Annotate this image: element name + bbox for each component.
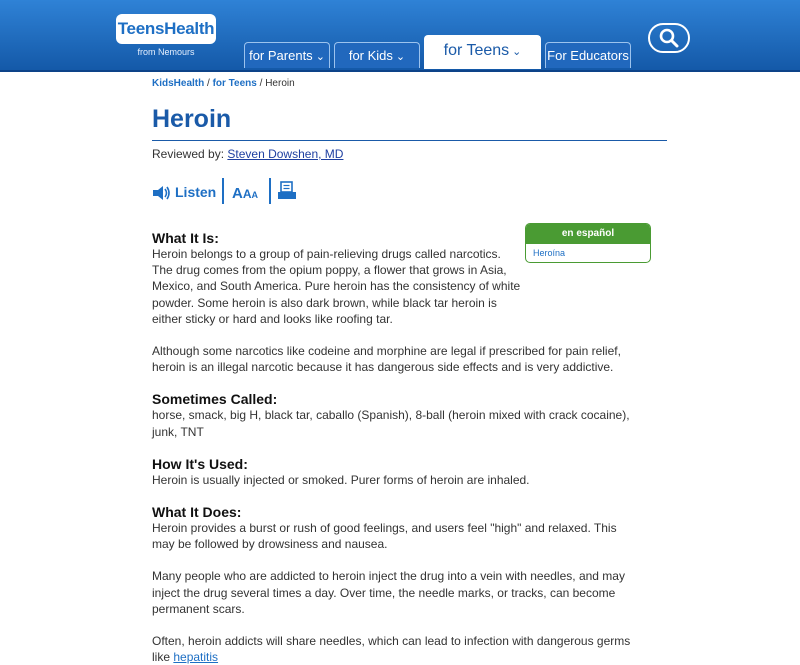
speaker-icon — [152, 185, 172, 201]
breadcrumb-kidshealth[interactable]: KidsHealth — [152, 78, 205, 89]
breadcrumb-separator: / — [259, 78, 263, 89]
paragraph-effects: Heroin provides a burst or rush of good feelings, and users feel "high" and relaxed. This may be followed by drowsiness and nausea. — [152, 521, 617, 552]
tab-label: for Kids — [348, 48, 393, 63]
section-heading-sometimes-called: Sometimes Called: — [152, 391, 278, 408]
tab-for-educators[interactable] — [545, 42, 631, 68]
tool-divider — [269, 178, 271, 204]
paragraph-how-used: Heroin is usually injected or smoked. Purer forms of heroin are inhaled. — [152, 472, 530, 487]
print-icon — [276, 180, 298, 202]
espanol-link[interactable]: Heroína — [533, 248, 566, 258]
paragraph-injection: Many people who are addicted to heroin inject the drug into a vein with needles, and may inject the drug several times a day. Over time, the needle marks, or tracks, can become permanent scars. — [152, 569, 625, 616]
section-heading-what-it-does: What It Does: — [152, 504, 242, 521]
paragraph-what-it-is-intro: Heroin belongs to a group of pain-relieving drugs called narcotics. The drug comes from the opium poppy, a flower that grows in Asia, Mexico, and South America. Pure heroin has the consistency of white powder. Some heroin is also dark brown, while black tar heroin is either sticky or hard and looks like roofing tar. — [152, 247, 521, 326]
search-button[interactable] — [648, 23, 690, 53]
title-divider — [152, 140, 667, 141]
font-size-icon: A — [251, 190, 259, 200]
tab-for-teens[interactable] — [424, 35, 541, 69]
chevron-down-icon: ⌄ — [512, 46, 522, 58]
paragraph-needle-sharing — [152, 633, 642, 665]
listen-label: Listen — [175, 184, 217, 200]
breadcrumb-for-teens[interactable]: for Teens — [212, 78, 257, 89]
section-heading-what-it-is: What It Is: — [152, 230, 219, 246]
breadcrumb-separator: / — [207, 78, 210, 89]
tab-label: For Educators — [547, 48, 629, 63]
tool-divider — [222, 178, 224, 204]
search-icon — [659, 28, 679, 48]
font-size-icon: A — [232, 185, 243, 202]
espanol-heading: en español — [526, 224, 650, 244]
hepatitis-link[interactable]: hepatitis — [173, 650, 219, 665]
page-title: Heroin — [152, 105, 232, 133]
chevron-down-icon: ⌄ — [395, 51, 406, 63]
site-header — [0, 0, 800, 72]
font-size-button[interactable] — [232, 182, 258, 207]
reviewed-by — [152, 147, 343, 161]
paragraph-street-names: horse, smack, big H, black tar, caballo (Spanish), 8-ball (heroin mixed with crack cocaine), junk, TNT — [152, 408, 630, 439]
tab-for-kids[interactable] — [334, 42, 420, 68]
reviewed-label: Reviewed by: — [152, 147, 225, 161]
breadcrumb — [152, 78, 295, 89]
paragraph-legal-narcotics: Although some narcotics like codeine and morphine are legal if prescribed for pain relief, heroin is an illegal narcotic because it has dangerous side effects and is very addictive. — [152, 344, 621, 375]
chevron-down-icon: ⌄ — [315, 51, 325, 63]
paragraph-needle-sharing-text: Often, heroin addicts will share needles, which can lead to infection with dangerous germs like — [152, 634, 631, 665]
breadcrumb-current: Heroin — [265, 78, 295, 89]
print-button[interactable] — [276, 180, 298, 207]
tab-label: for Parents — [249, 48, 313, 63]
teenshealth-logo[interactable]: TeensHealth — [116, 14, 216, 44]
reviewer-link[interactable]: Steven Dowshen, MD — [227, 147, 344, 161]
font-size-icon: A — [242, 187, 252, 201]
tab-for-parents[interactable] — [244, 42, 330, 68]
section-heading-how-used: How It's Used: — [152, 455, 248, 472]
tab-label: for Teens — [443, 42, 510, 59]
listen-button[interactable] — [152, 180, 218, 204]
logo-subtitle: from Nemours — [137, 47, 195, 57]
